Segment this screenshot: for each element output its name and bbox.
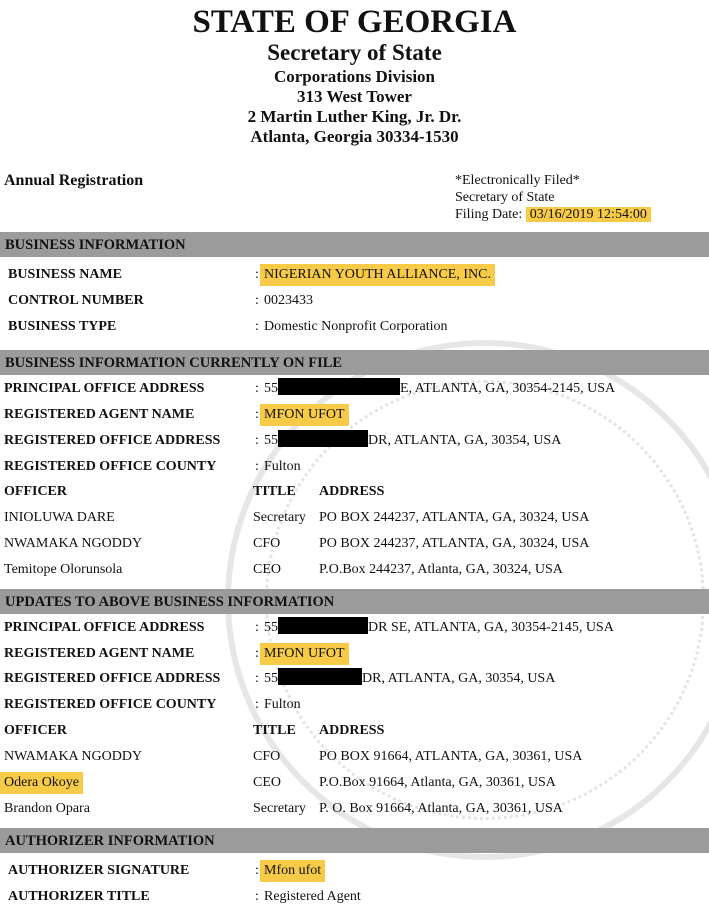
officer-address: PO BOX 244237, ATLANTA, GA, 30324, USA <box>319 536 590 551</box>
officer-name: NWAMAKA NGODDY <box>4 536 143 551</box>
field-label: AUTHORIZER TITLE <box>8 889 150 904</box>
title-header: TITLE <box>253 723 296 738</box>
officer-name: INIOLUWA DARE <box>4 510 115 525</box>
officer-row <box>0 559 709 581</box>
office-title: Secretary of State <box>267 40 442 65</box>
colon: : <box>255 863 259 878</box>
colon: : <box>255 319 259 334</box>
officer-row <box>0 533 709 555</box>
field-value: MFON UFOT <box>260 404 349 426</box>
colon: : <box>255 671 259 686</box>
officer-title: CEO <box>253 775 281 790</box>
division: Corporations Division <box>273 67 436 86</box>
tower: 313 West Tower <box>297 87 412 106</box>
field-label: AUTHORIZER SIGNATURE <box>8 863 190 878</box>
registered-office-row <box>0 668 709 690</box>
registered-office-row <box>0 430 709 452</box>
officer-header: OFFICER <box>4 484 67 499</box>
officer-name: Brandon Opara <box>4 801 90 816</box>
registered-agent-row <box>0 404 709 426</box>
officer-address: P.O.Box 244237, Atlanta, GA, 30324, USA <box>319 562 563 577</box>
officer-name: NWAMAKA NGODDY <box>4 749 143 764</box>
field-value: Registered Agent <box>264 889 361 904</box>
officer-name: Odera Okoye <box>0 772 83 794</box>
officer-table-header <box>0 720 709 742</box>
field-label: REGISTERED OFFICE ADDRESS <box>4 671 221 686</box>
colon: : <box>255 697 259 712</box>
section-currently-on-file: BUSINESS INFORMATION CURRENTLY ON FILE <box>0 350 709 375</box>
filing-date: 03/16/2019 12:54:00 <box>526 207 651 222</box>
field-value: Domestic Nonprofit Corporation <box>264 319 448 334</box>
county-row <box>0 456 709 478</box>
address-header: ADDRESS <box>319 723 385 738</box>
field-label: REGISTERED AGENT NAME <box>4 646 195 661</box>
field-value: NIGERIAN YOUTH ALLIANCE, INC. <box>260 264 495 286</box>
authorizer-signature-row <box>0 860 709 882</box>
field-value <box>264 668 555 690</box>
officer-title: Secretary <box>253 801 306 816</box>
field-label: REGISTERED AGENT NAME <box>4 407 195 422</box>
colon: : <box>255 433 259 448</box>
redaction-box <box>278 668 362 685</box>
field-value: MFON UFOT <box>260 643 349 665</box>
business-type-row <box>0 316 709 338</box>
field-label: PRINCIPAL OFFICE ADDRESS <box>4 620 205 635</box>
officer-header: OFFICER <box>4 723 67 738</box>
address-suffix: DR SE, ATLANTA, GA, 30354-2145, USA <box>368 620 614 635</box>
field-label: REGISTERED OFFICE ADDRESS <box>4 433 221 448</box>
filed-line2: Secretary of State <box>455 190 555 205</box>
officer-row <box>0 507 709 529</box>
officer-table-header <box>0 481 709 503</box>
business-name-row <box>0 264 709 286</box>
address-suffix: DR, ATLANTA, GA, 30354, USA <box>368 433 562 448</box>
officer-title: CFO <box>253 536 281 551</box>
colon: : <box>255 459 259 474</box>
field-label: BUSINESS TYPE <box>8 319 117 334</box>
redaction-box <box>278 430 368 447</box>
county-row <box>0 694 709 716</box>
officer-name: Temitope Olorunsola <box>4 562 123 577</box>
section-business-information: BUSINESS INFORMATION <box>0 232 709 257</box>
title-header: TITLE <box>253 484 296 499</box>
address-header: ADDRESS <box>319 484 385 499</box>
filing-date-label: Filing Date: <box>455 207 523 222</box>
redaction-box <box>278 617 368 634</box>
officer-row <box>0 798 709 820</box>
field-value: Fulton <box>264 697 301 712</box>
officer-address: P.O.Box 91664, Atlanta, GA, 30361, USA <box>319 775 556 790</box>
address-suffix: E, ATLANTA, GA, 30354-2145, USA <box>400 381 616 396</box>
section-updates: UPDATES TO ABOVE BUSINESS INFORMATION <box>0 589 709 614</box>
field-label: REGISTERED OFFICE COUNTY <box>4 459 217 474</box>
colon: : <box>255 620 259 635</box>
officer-title: CFO <box>253 749 281 764</box>
colon: : <box>255 267 259 282</box>
officer-title: CEO <box>253 562 281 577</box>
principal-office-row <box>0 617 709 639</box>
field-label: PRINCIPAL OFFICE ADDRESS <box>4 381 205 396</box>
address-suffix: DR, ATLANTA, GA, 30354, USA <box>362 671 556 686</box>
colon: : <box>255 381 259 396</box>
address-prefix: 55 <box>264 381 278 396</box>
section-authorizer: AUTHORIZER INFORMATION <box>0 828 709 853</box>
control-number-row <box>0 290 709 312</box>
field-value <box>264 617 614 639</box>
principal-office-row <box>0 378 709 400</box>
state-title: STATE OF GEORGIA <box>192 4 517 40</box>
field-label: CONTROL NUMBER <box>8 293 144 308</box>
filing-stamp <box>455 172 651 223</box>
officer-title: Secretary <box>253 510 306 525</box>
officer-address: PO BOX 91664, ATLANTA, GA, 30361, USA <box>319 749 583 764</box>
colon: : <box>255 889 259 904</box>
colon: : <box>255 646 259 661</box>
field-label: REGISTERED OFFICE COUNTY <box>4 697 217 712</box>
field-value <box>264 378 615 400</box>
field-value <box>264 430 561 452</box>
registered-agent-row <box>0 643 709 665</box>
authorizer-title-row <box>0 886 709 908</box>
address-prefix: 55 <box>264 671 278 686</box>
field-label: BUSINESS NAME <box>8 267 122 282</box>
colon: : <box>255 293 259 308</box>
address-prefix: 55 <box>264 433 278 448</box>
city: Atlanta, Georgia 30334-1530 <box>250 127 459 146</box>
officer-address: PO BOX 244237, ATLANTA, GA, 30324, USA <box>319 510 590 525</box>
filed-line1: *Electronically Filed* <box>455 173 580 188</box>
officer-row <box>0 772 709 794</box>
redaction-box <box>278 378 400 395</box>
officer-row <box>0 746 709 768</box>
document-type: Annual Registration <box>4 172 144 189</box>
street: 2 Martin Luther King, Jr. Dr. <box>247 107 462 126</box>
field-value: Fulton <box>264 459 301 474</box>
officer-address: P. O. Box 91664, Atlanta, GA, 30361, USA <box>319 801 563 816</box>
field-value: Mfon ufot <box>260 860 325 882</box>
field-value: 0023433 <box>264 293 313 308</box>
address-prefix: 55 <box>264 620 278 635</box>
colon: : <box>255 407 259 422</box>
